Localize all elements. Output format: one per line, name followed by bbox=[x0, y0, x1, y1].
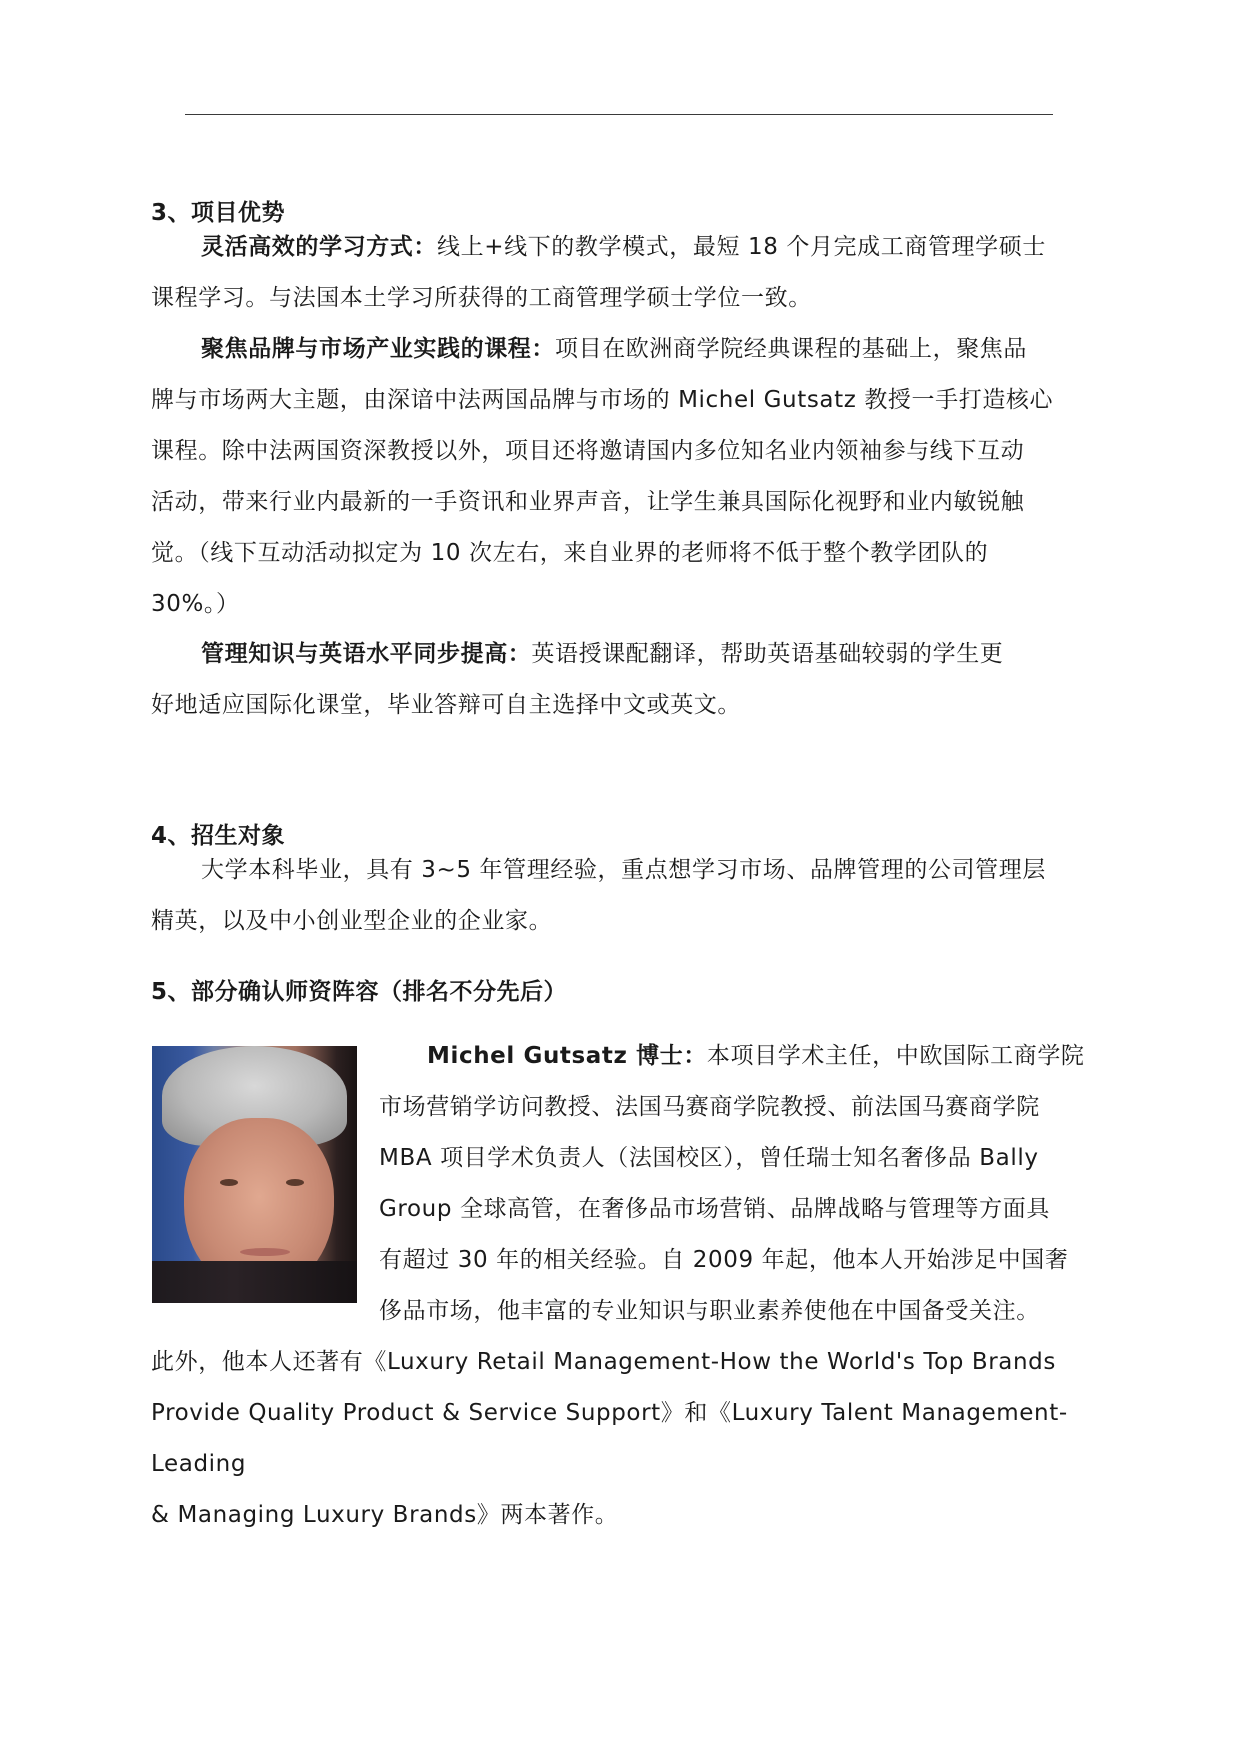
faculty-photo bbox=[152, 1046, 357, 1303]
photo-eye-left bbox=[220, 1179, 238, 1186]
paragraph-text: 好地适应国际化课堂，毕业答辩可自主选择中文或英文。 bbox=[151, 692, 741, 718]
bio-text: & Managing Luxury Brands》两本著作。 bbox=[151, 1502, 619, 1528]
bio-text: 此外，他本人还著有《Luxury Retail Management-How the World's Top Brands bbox=[151, 1349, 1056, 1375]
header-rule bbox=[185, 114, 1053, 115]
paragraph-target-students bbox=[151, 845, 1086, 947]
paragraph-lead: 管理知识与英语水平同步提高： bbox=[201, 641, 532, 667]
photo-mouth bbox=[240, 1248, 290, 1256]
bio-text: 市场营销学访问教授、法国马赛商学院教授、前法国马赛商学院 bbox=[379, 1094, 1040, 1120]
bio-text: 侈品市场，他丰富的专业知识与职业素养使他在中国备受关注。 bbox=[379, 1298, 1040, 1324]
photo-shirt bbox=[152, 1261, 357, 1303]
paragraph-text: 30%。） bbox=[151, 591, 240, 617]
paragraph-text: 课程。除中法两国资深教授以外，项目还将邀请国内多位知名业内领袖参与线下互动 bbox=[151, 438, 1025, 464]
faculty-bio-michel-gutsatz bbox=[151, 1031, 1086, 1541]
paragraph-text: 课程学习。与法国本土学习所获得的工商管理学硕士学位一致。 bbox=[151, 285, 812, 311]
paragraph-management-english bbox=[151, 629, 1086, 731]
paragraph-text: 觉。（线下互动活动拟定为 10 次左右，来自业界的老师将不低于整个教学团队的 bbox=[151, 540, 989, 566]
paragraph-text: 英语授课配翻译，帮助英语基础较弱的学生更 bbox=[531, 641, 1004, 667]
bio-text: 本项目学术主任，中欧国际工商学院 bbox=[706, 1043, 1085, 1069]
bio-text: MBA 项目学术负责人（法国校区），曾任瑞士知名奢侈品 Bally bbox=[379, 1145, 1039, 1171]
paragraph-text: 大学本科毕业，具有 3~5 年管理经验，重点想学习市场、品牌管理的公司管理层 bbox=[201, 857, 1046, 883]
paragraph-flexible-learning bbox=[151, 222, 1086, 324]
section-heading-advantages: 3、项目优势 bbox=[151, 200, 286, 226]
paragraph-lead: 聚焦品牌与市场产业实践的课程： bbox=[201, 336, 555, 362]
section-heading-admissions: 4、招生对象 bbox=[151, 823, 286, 849]
paragraph-lead: 灵活高效的学习方式： bbox=[201, 234, 437, 260]
paragraph-text: 项目在欧洲商学院经典课程的基础上，聚焦品 bbox=[555, 336, 1027, 362]
paragraph-text: 线上+线下的教学模式，最短 18 个月完成工商管理学硕士 bbox=[437, 234, 1046, 260]
photo-eye-right bbox=[286, 1179, 304, 1186]
faculty-name: Michel Gutsatz 博士： bbox=[427, 1043, 707, 1069]
paragraph-text: 牌与市场两大主题，由深谙中法两国品牌与市场的 Michel Gutsatz 教授一手打造核心 bbox=[151, 387, 1054, 413]
section-heading-faculty: 5、部分确认师资阵容（排名不分先后） bbox=[151, 979, 568, 1005]
paragraph-text: 精英，以及中小创业型企业的企业家。 bbox=[151, 908, 553, 934]
bio-text: Group 全球高管，在奢侈品市场营销、品牌战略与管理等方面具 bbox=[379, 1196, 1050, 1222]
paragraph-text: 活动，带来行业内最新的一手资讯和业界声音，让学生兼具国际化视野和业内敏锐触 bbox=[151, 489, 1025, 515]
bio-text: 有超过 30 年的相关经验。自 2009 年起，他本人开始涉足中国奢 bbox=[379, 1247, 1069, 1273]
bio-text: Provide Quality Product & Service Support》和《Luxury Talent Management-Leading bbox=[151, 1400, 1068, 1477]
paragraph-brand-market-courses bbox=[151, 324, 1086, 630]
